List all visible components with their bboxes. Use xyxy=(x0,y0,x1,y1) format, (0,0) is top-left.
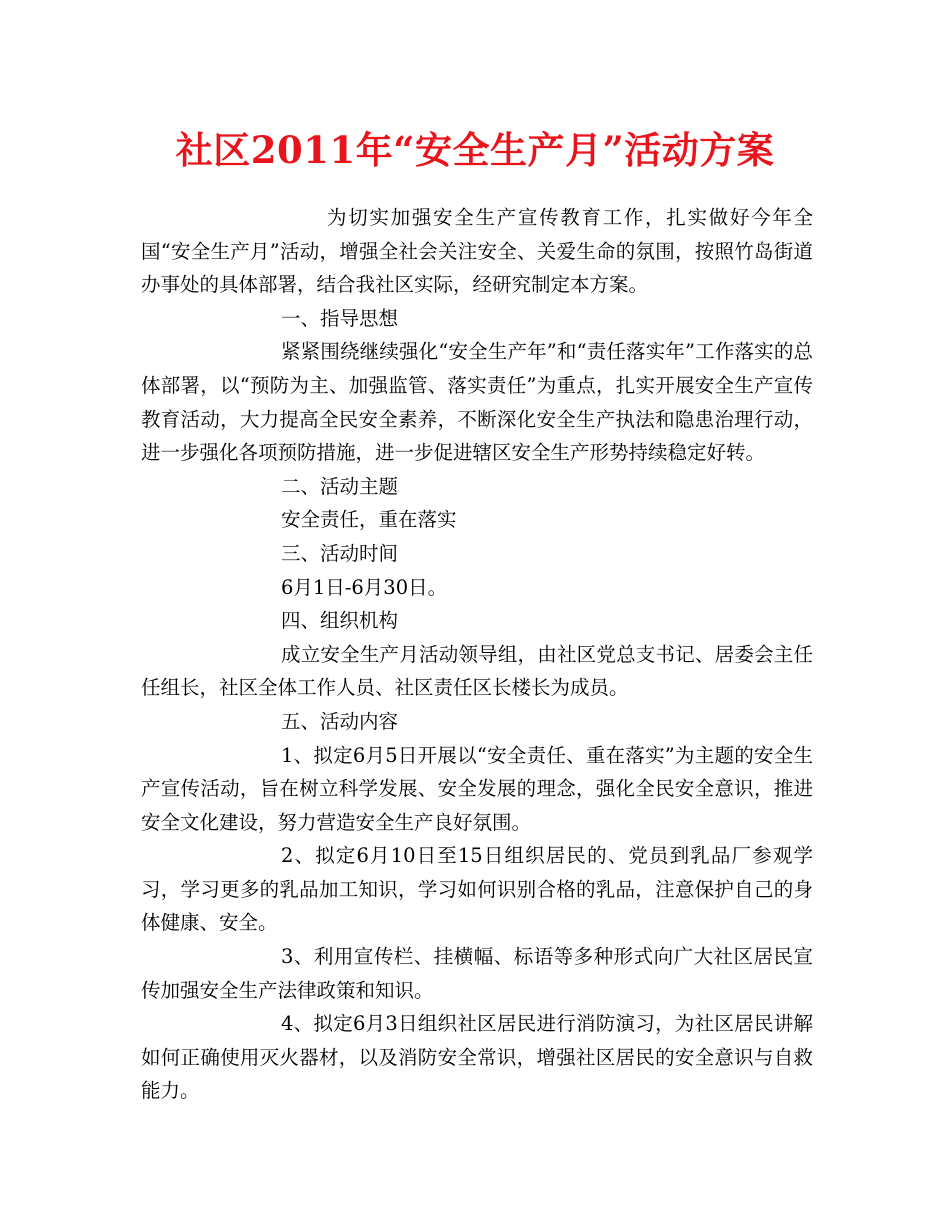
content-item-4: 4、拟定6月3日组织社区居民进行消防演习，为社区居民讲解如何正确使用灭火器材，以及消防安全常识，增强社区居民的安全意识与自救能力。 xyxy=(141,1012,813,1103)
theme-paragraph: 安全责任，重在落实 xyxy=(281,508,457,532)
guiding-ideology-paragraph: 紧紧围绕继续强化“安全生产年”和“责任落实年”工作落实的总体部署，以“预防为主、加强监管、落实责任”为重点，扎实开展安全生产宣传教育活动，大力提高全民安全素养，不断深化安全生产执法和隐患治理行动，进一步强化各项预防措施，进一步促进辖区安全生产形势持续稳定好转。 xyxy=(141,340,813,465)
intro-paragraph: 为切实加强安全生产宣传教育工作，扎实做好今年全国“安全生产月”活动，增强全社会关注安全、关爱生命的氛围，按照竹岛街道办事处的具体部署，结合我社区实际，经研究制定本方案。 xyxy=(141,206,813,297)
time-paragraph: 6月1日-6月30日。 xyxy=(281,575,448,599)
content-item-3: 3、利用宣传栏、挂横幅、标语等多种形式向广大社区居民宣传加强安全生产法律政策和知识。 xyxy=(141,945,813,1002)
document-body xyxy=(141,201,813,1108)
section-heading-guiding-ideology: 一、指导思想 xyxy=(281,306,399,330)
section-heading-theme: 二、活动主题 xyxy=(281,474,399,498)
section-heading-time: 三、活动时间 xyxy=(281,541,399,565)
content-item-1: 1、拟定6月5日开展以“安全责任、重在落实”为主题的安全生产宣传活动，旨在树立科学发展、安全发展的理念，强化全民安全意识，推进安全文化建设，努力营造安全生产良好氛围。 xyxy=(141,743,813,834)
document-title: 社区2011年“安全生产月”活动方案 xyxy=(175,128,775,172)
section-heading-organization: 四、组织机构 xyxy=(281,609,399,633)
section-heading-content: 五、活动内容 xyxy=(281,709,399,733)
organization-paragraph: 成立安全生产月活动领导组，由社区党总支书记、居委会主任任组长，社区全体工作人员、社区责任区长楼长为成员。 xyxy=(141,642,813,700)
content-item-2: 2、拟定6月10日至15日组织居民的、党员到乳品厂参观学习，学习更多的乳品加工知识，学习如何识别合格的乳品，注意保护自己的身体健康、安全。 xyxy=(141,844,813,935)
